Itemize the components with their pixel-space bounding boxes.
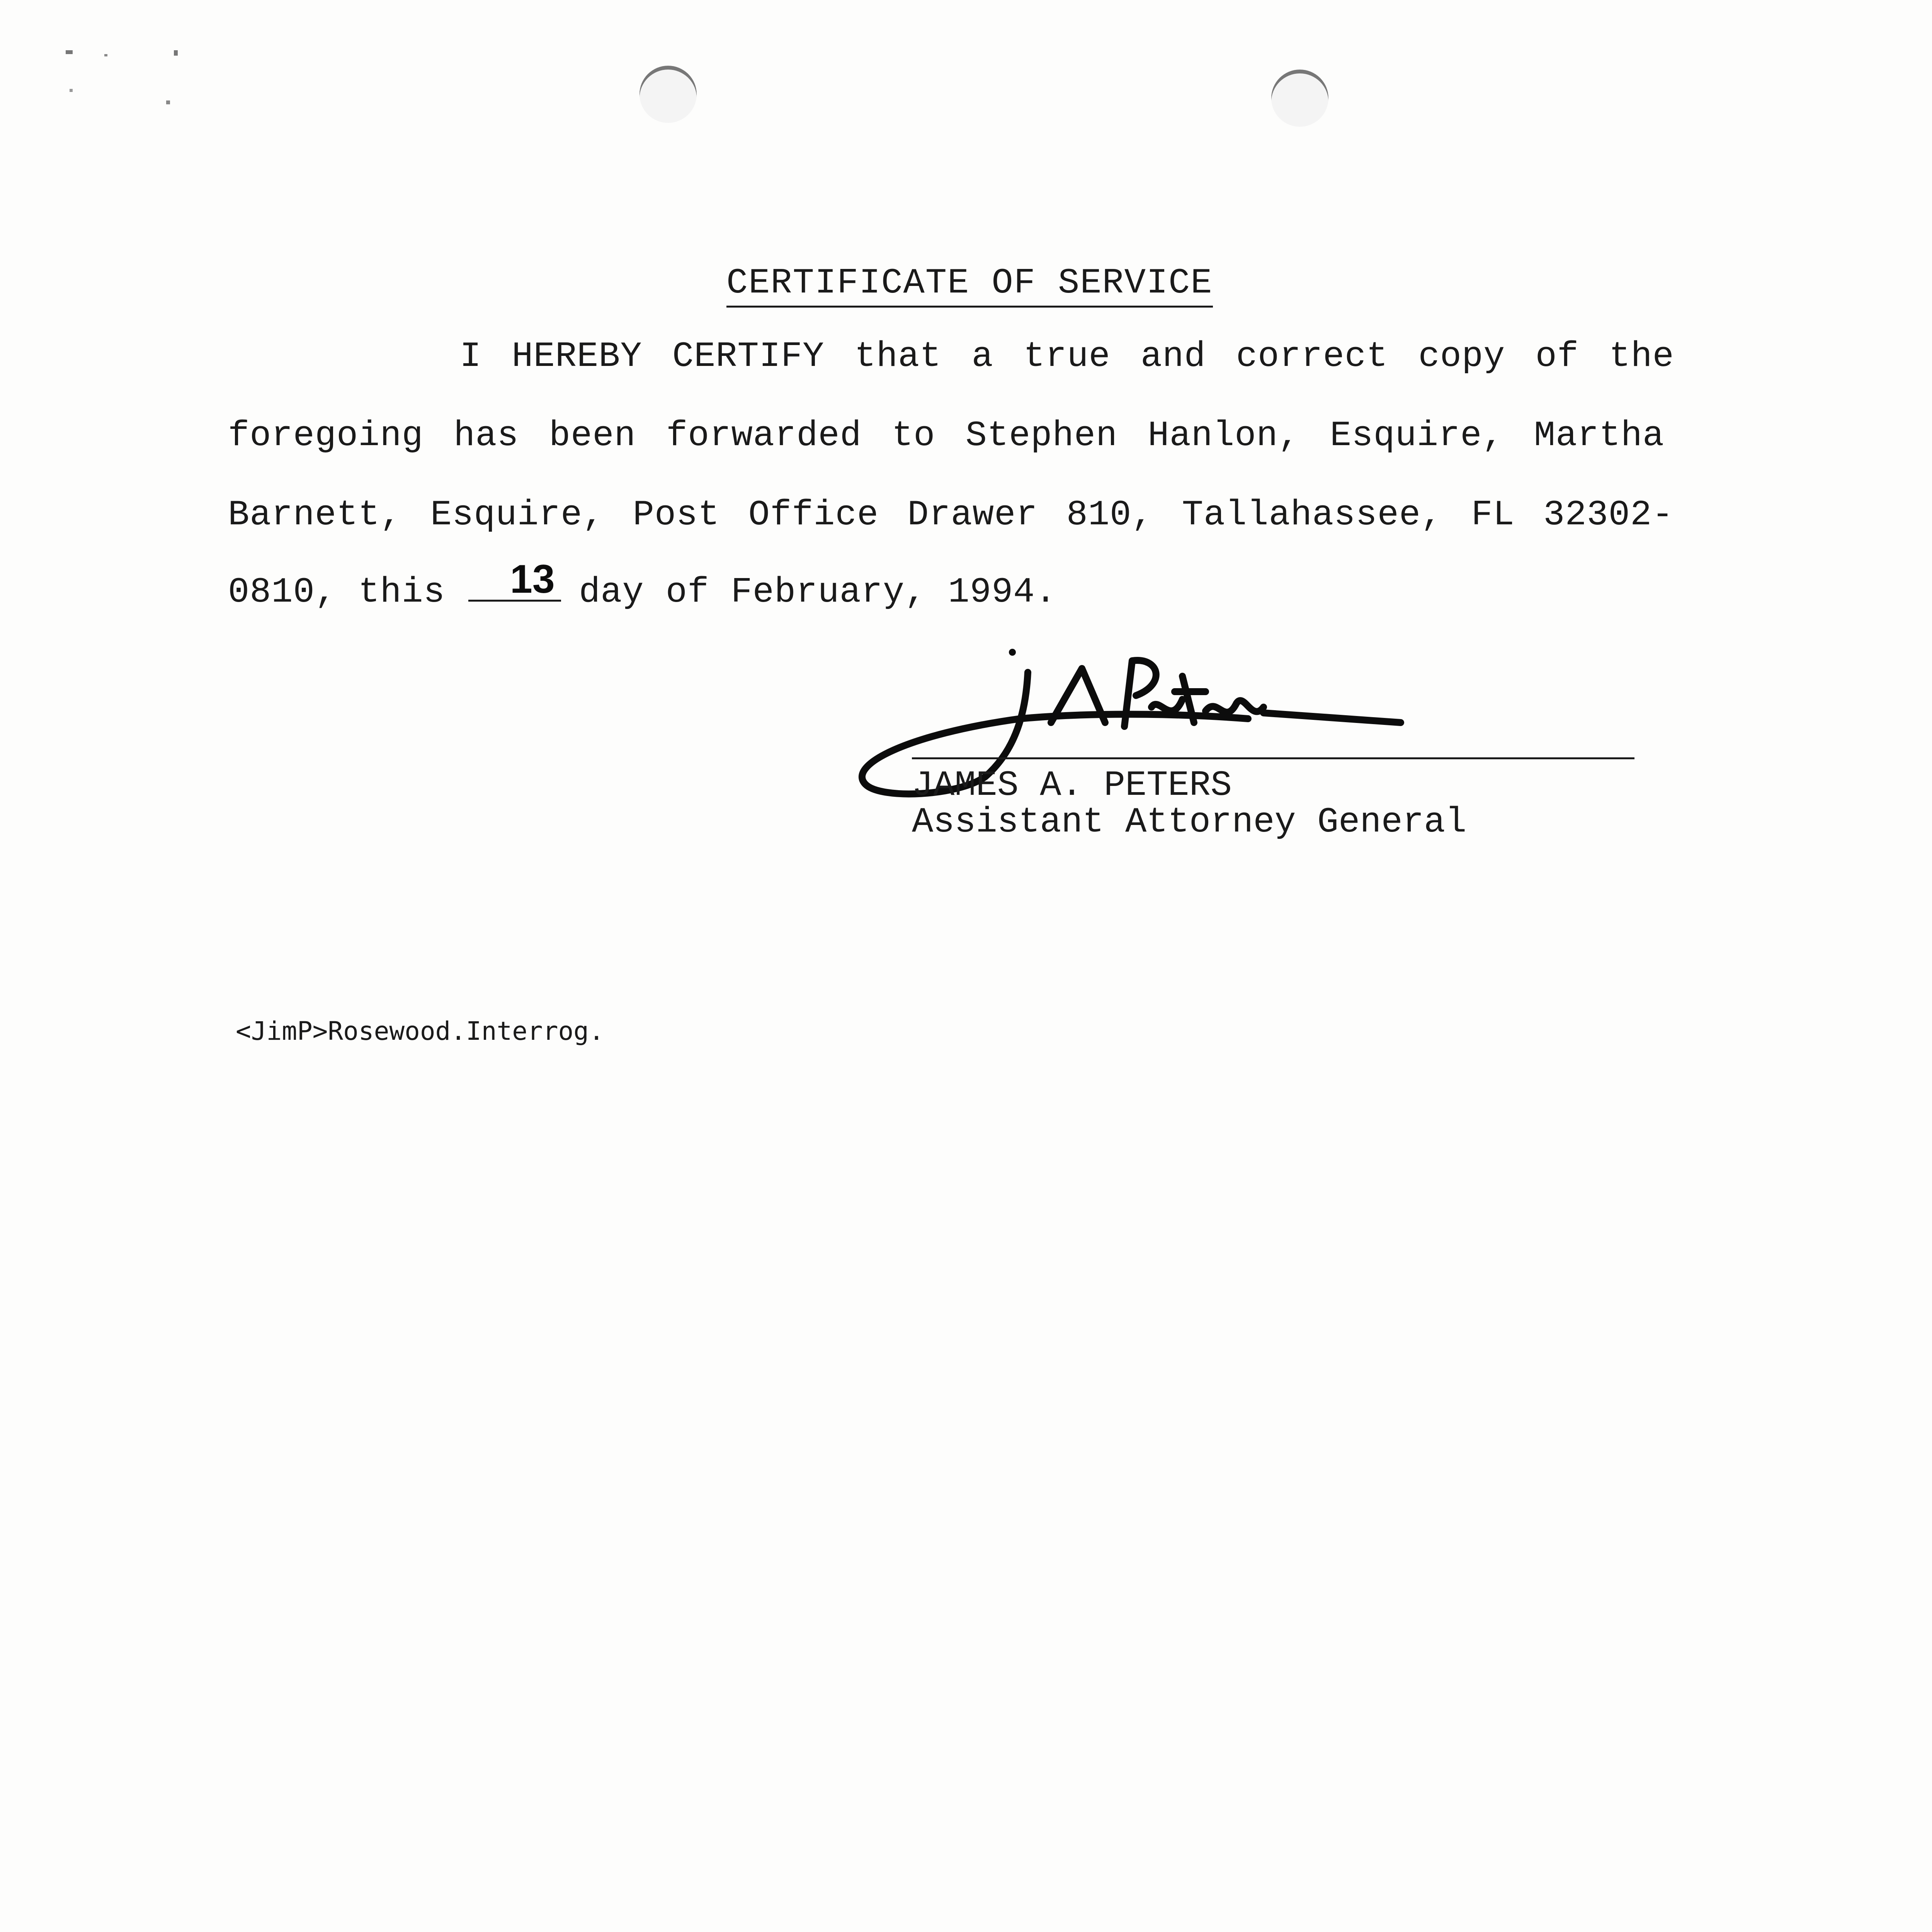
signatory-title: Assistant Attorney General [912, 802, 1467, 842]
certification-line-2: foregoing has been forwarded to Stephen Hanlon, Esquire, Martha [228, 415, 1665, 456]
certificate-title: CERTIFICATE OF SERVICE [726, 263, 1213, 308]
handwritten-day: 13 [510, 557, 555, 602]
punch-hole-right [1271, 70, 1328, 127]
date-prefix: 0810, this [228, 572, 446, 612]
signature-line [912, 757, 1634, 759]
scan-specks [58, 43, 236, 128]
signatory-name: JAMES A. PETERS [912, 765, 1232, 806]
file-reference: <JimP>Rosewood.Interrog. [236, 1016, 604, 1046]
certification-line-1: I HEREBY CERTIFY that a true and correct copy of the [460, 336, 1674, 377]
certification-line-4 [228, 572, 1057, 612]
punch-hole-left [639, 66, 697, 123]
date-suffix: day of February, 1994. [579, 572, 1057, 612]
certification-line-3: Barnett, Esquire, Post Office Drawer 810, Tallahassee, FL 32302- [228, 495, 1674, 535]
